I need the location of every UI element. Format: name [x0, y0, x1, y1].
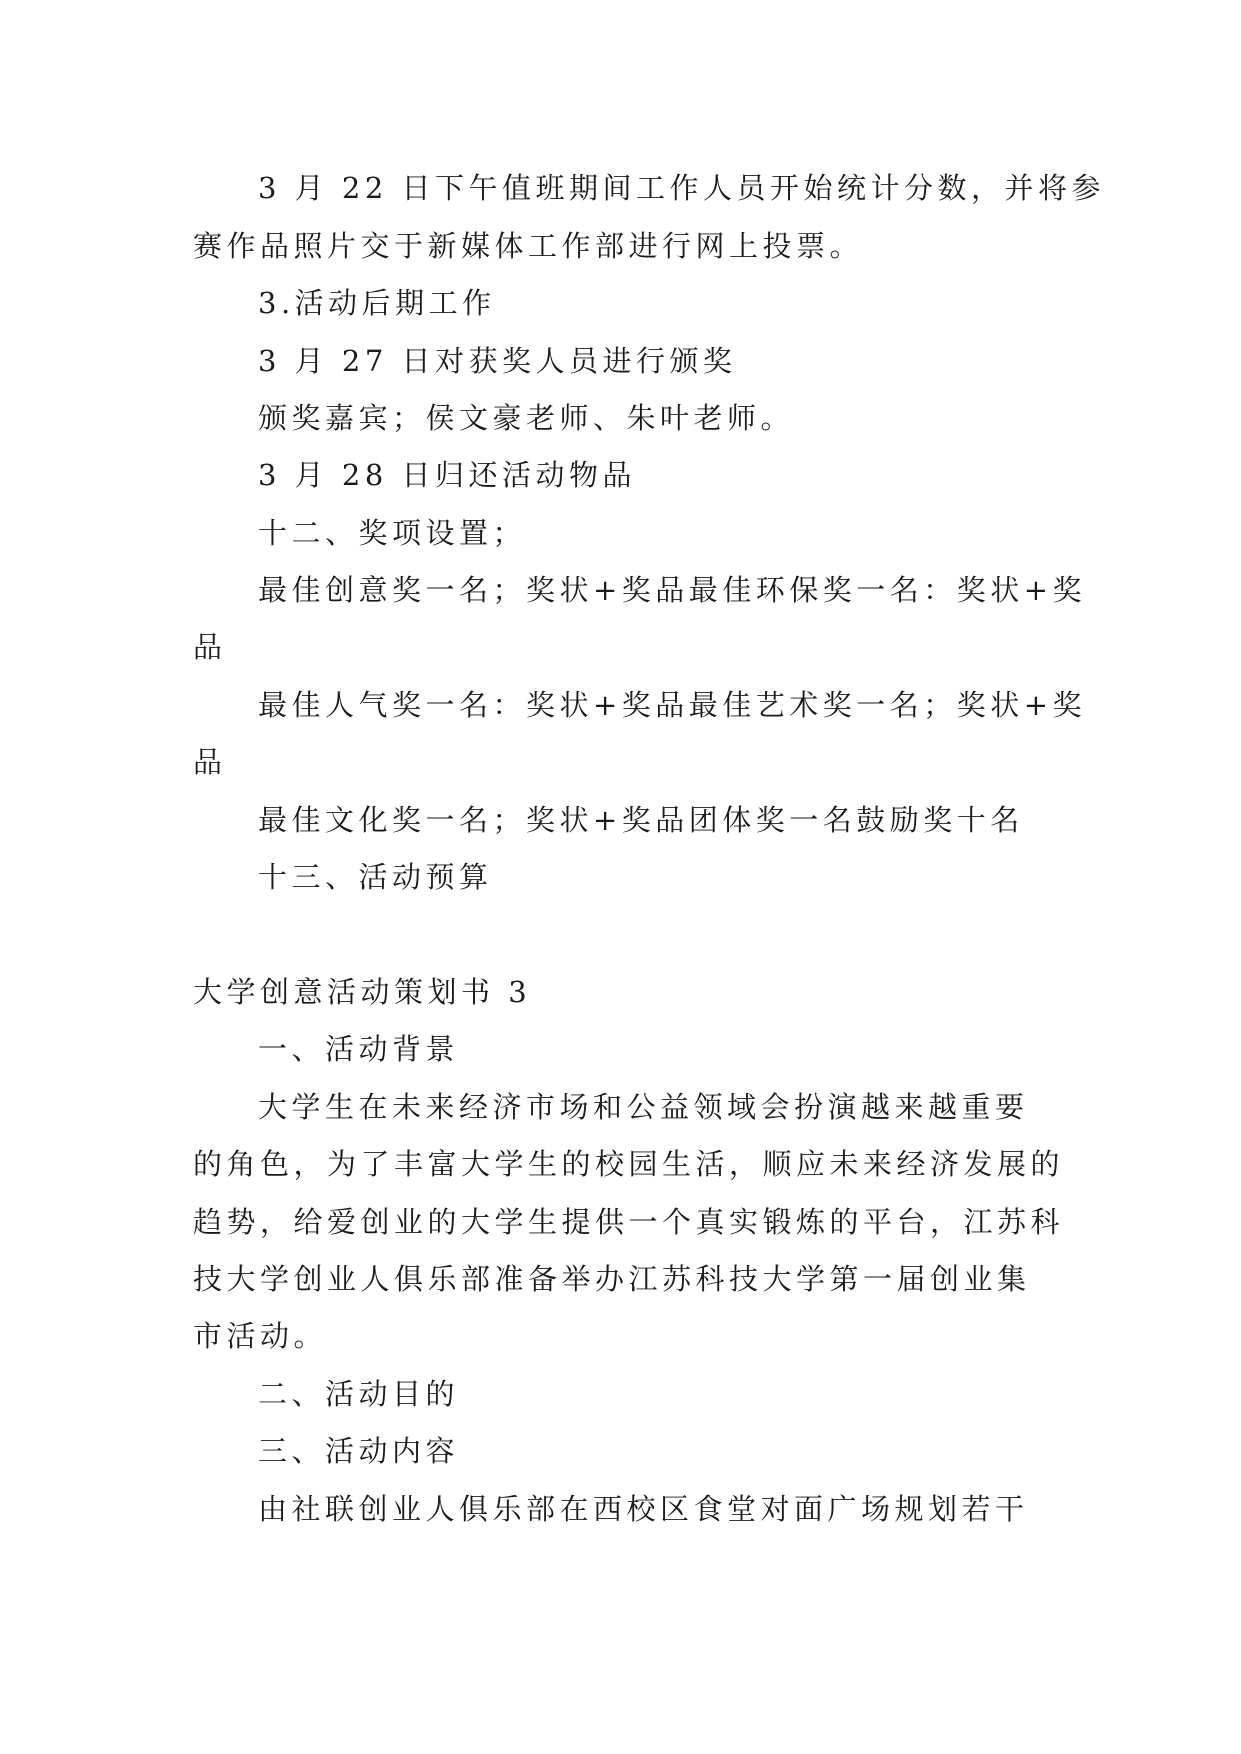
paragraph-line: 大学生在未来经济市场和公益领域会扮演越来越重要	[258, 1090, 1029, 1124]
paragraph-line: 最佳文化奖一名；奖状+奖品团体奖一名鼓励奖十名	[258, 803, 1024, 837]
paragraph-line: 品	[193, 630, 227, 664]
section-heading: 一、活动背景	[258, 1032, 460, 1066]
section-heading: 三、活动内容	[258, 1434, 460, 1468]
section-heading: 3.活动后期工作	[258, 286, 496, 320]
paragraph-line: 的角色，为了丰富大学生的校园生活，顺应未来经济发展的	[193, 1147, 1065, 1181]
paragraph-line: 3 月 28 日归还活动物品	[258, 458, 637, 492]
paragraph-line: 最佳人气奖一名：奖状+奖品最佳艺术奖一名；奖状+奖	[258, 688, 1087, 722]
section-heading: 二、活动目的	[258, 1377, 460, 1411]
section-heading: 十三、活动预算	[258, 860, 493, 894]
paragraph-line: 由社联创业人俱乐部在西校区食堂对面广场规划若干	[258, 1492, 1029, 1526]
paragraph-line: 市活动。	[193, 1319, 328, 1353]
section-heading: 十二、奖项设置；	[258, 516, 527, 550]
paragraph-line: 颁奖嘉宾；侯文豪老师、朱叶老师。	[258, 401, 795, 435]
paragraph-line: 3 月 22 日下午值班期间工作人员开始统计分数，并将参	[258, 171, 1106, 205]
paragraph-line: 趋势，给爱创业的大学生提供一个真实锻炼的平台，江苏科	[193, 1205, 1065, 1239]
paragraph-line: 3 月 27 日对获奖人员进行颁奖	[258, 344, 737, 378]
paragraph-line: 品	[193, 745, 227, 779]
paragraph-line: 赛作品照片交于新媒体工作部进行网上投票。	[193, 229, 864, 263]
paragraph-line: 最佳创意奖一名；奖状+奖品最佳环保奖一名：奖状+奖	[258, 573, 1087, 607]
paragraph-line: 技大学创业人俱乐部准备举办江苏科技大学第一届创业集	[193, 1262, 1031, 1296]
document-title: 大学创意活动策划书 3	[193, 975, 532, 1009]
